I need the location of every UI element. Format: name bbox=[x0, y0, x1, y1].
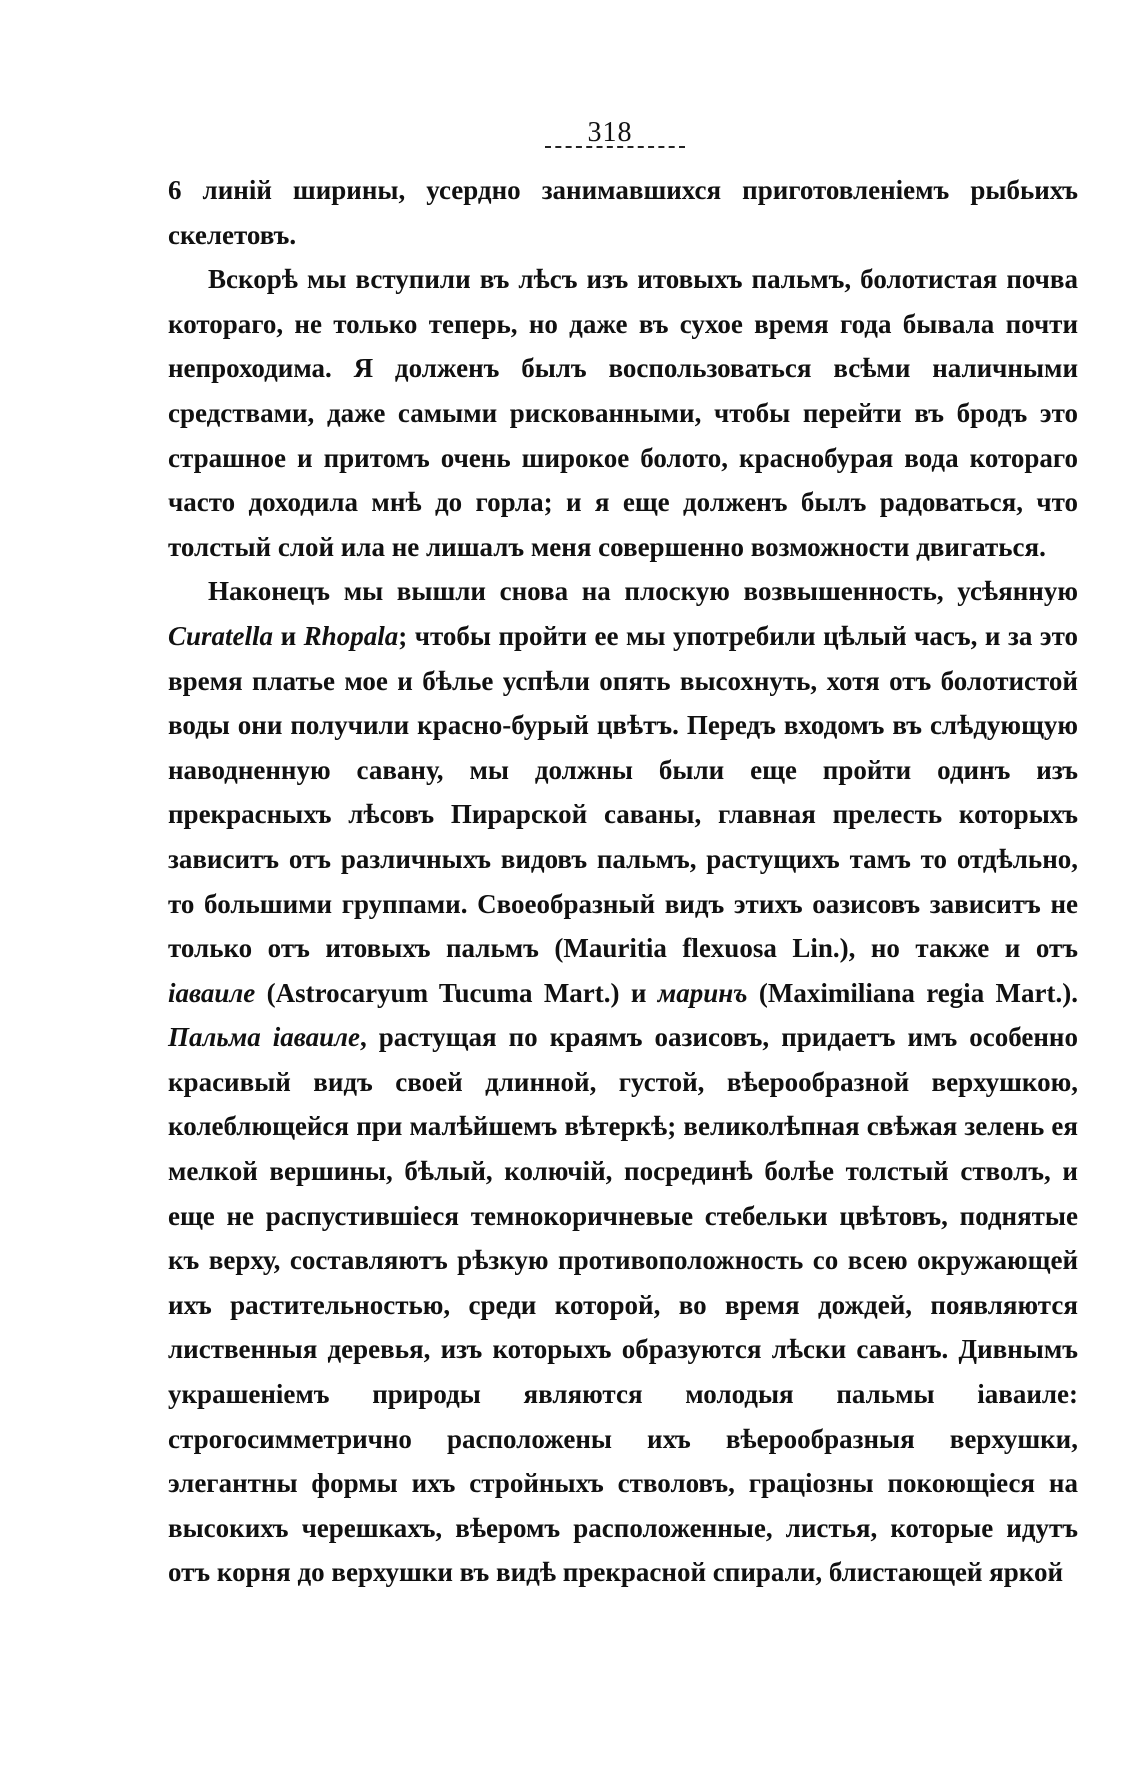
text-segment: Наконецъ мы вышли снова на плоскую возвышенность, усѣянную bbox=[208, 576, 1078, 607]
italic-text-segment: іаваиле bbox=[168, 977, 256, 1008]
text-segment: 6 линій ширины, усердно занимавшихся приготовленіемъ рыбьихъ скелетовъ. bbox=[168, 175, 1078, 250]
page-number: 318 bbox=[587, 117, 633, 148]
italic-text-segment: Rhopala bbox=[303, 620, 399, 651]
text-segment: Вскорѣ мы вступили въ лѣсъ изъ итовыхъ пальмъ, болотистая почва котораго, не только теперь, но даже въ сухое время года бывала почти непроходима. Я долженъ былъ воспользоваться всѣми наличными средствами, даже самыми рискованными, чтобы перейти въ бродъ это страшное и притомъ очень широкое болото, краснобурая вода котораго часто доходила мнѣ до горла; и я еще долженъ былъ радоваться, что толстый слой ила не лишалъ меня совершенно возможности двигаться. bbox=[168, 264, 1078, 562]
paragraph bbox=[168, 168, 1078, 257]
text-segment: ; чтобы пройти ее мы употребили цѣлый часъ, и за это время платье мое и бѣлье успѣли опять высохнуть, хотя отъ болотистой воды они получили красно-бурый цвѣтъ. Передъ входомъ въ слѣдующую наводненную савану, мы должны были еще пройти одинъ изъ прекрасныхъ лѣсовъ Пирарской саваны, главная прелесть которыхъ зависитъ отъ различныхъ видовъ пальмъ, растущихъ тамъ то отдѣльно, то большими группами. Своеобразный видъ этихъ оазисовъ зависитъ не только отъ итовыхъ пальмъ (Mauritia flexuosa Lin.), но также и отъ bbox=[168, 620, 1078, 964]
italic-text-segment: Пальма іаваиле bbox=[168, 1022, 360, 1053]
text-segment: (Maximiliana regia Mart.). bbox=[747, 977, 1078, 1008]
body-text bbox=[168, 168, 1078, 1595]
paragraph bbox=[168, 257, 1078, 569]
italic-text-segment: Curatella bbox=[168, 620, 274, 651]
italic-text-segment: маринъ bbox=[657, 977, 748, 1008]
page-number-rule bbox=[545, 146, 685, 148]
text-segment: (Astrocaryum Tucuma Mart.) и bbox=[255, 977, 658, 1008]
text-segment: и bbox=[273, 620, 304, 651]
text-segment: , растущая по краямъ оазисовъ, придаетъ имъ особенно красивый видъ своей длинной, густой, вѣерообразной верхушкою, колеблющейся при малѣйшемъ вѣтеркѣ; великолѣпная свѣжая зелень ея мелкой вершины, бѣлый, колючій, посрединѣ болѣе толстый стволъ, и еще не распустившіеся темнокоричневые стебельки цвѣтовъ, поднятые къ верху, составляютъ рѣзкую противоположность со всею окружающей ихъ растительностью, среди которой, во время дождей, появляются лиственныя деревья, изъ которыхъ образуются лѣски саванъ. Дивнымъ украшеніемъ природы являются молодыя пальмы іаваиле: строгосимметрично расположены ихъ вѣерообразныя верхушки, элегантны формы ихъ стройныхъ стволовъ, граціозны покоющіеся на высокихъ черешкахъ, вѣеромъ расположенные, листья, которые идутъ отъ корня до верхушки въ видѣ прекрасной спирали, блистающей яркой bbox=[168, 1022, 1078, 1588]
paragraph bbox=[168, 569, 1078, 1595]
